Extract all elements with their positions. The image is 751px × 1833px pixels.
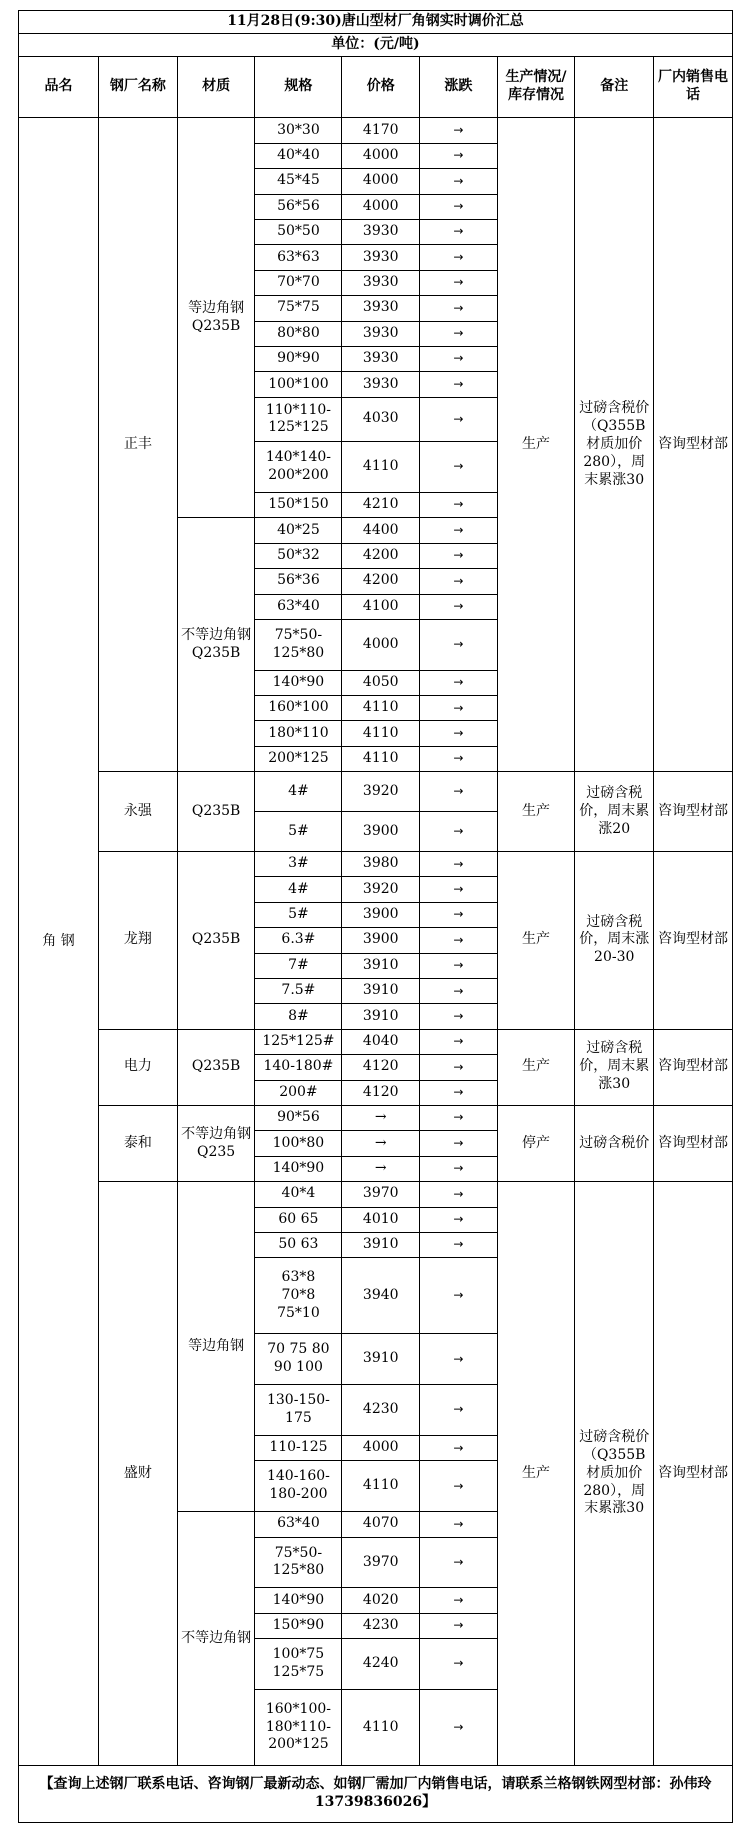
spec: 4# bbox=[255, 877, 342, 902]
price: 4110 bbox=[342, 696, 420, 721]
change-arrow: → bbox=[420, 346, 498, 371]
price: 3940 bbox=[342, 1258, 420, 1334]
note: 过磅含税价（Q355B材质加价280），周末累涨30 bbox=[575, 1182, 654, 1766]
price: 3930 bbox=[342, 321, 420, 346]
change-arrow: → bbox=[420, 1105, 498, 1130]
change-arrow: → bbox=[420, 1207, 498, 1232]
spec: 140*90 bbox=[255, 670, 342, 695]
change-arrow: → bbox=[420, 543, 498, 568]
price: 4230 bbox=[342, 1613, 420, 1638]
spec: 160*100 bbox=[255, 696, 342, 721]
price: 4000 bbox=[342, 1436, 420, 1461]
price: → bbox=[342, 1105, 420, 1130]
sales-phone: 咨询型材部 bbox=[654, 772, 733, 852]
change-arrow: → bbox=[420, 118, 498, 143]
price: 3970 bbox=[342, 1537, 420, 1588]
price: 3910 bbox=[342, 1232, 420, 1257]
mill-name: 泰和 bbox=[98, 1105, 177, 1181]
price: → bbox=[342, 1131, 420, 1156]
change-arrow: → bbox=[420, 1639, 498, 1690]
table-row bbox=[19, 1182, 733, 1207]
price: 4040 bbox=[342, 1029, 420, 1054]
spec: 75*50-125*80 bbox=[255, 1537, 342, 1588]
change-arrow: → bbox=[420, 928, 498, 953]
price: 3900 bbox=[342, 902, 420, 927]
spec: 160*100-180*110-200*125 bbox=[255, 1689, 342, 1765]
spec: 50 63 bbox=[255, 1232, 342, 1257]
price: 3900 bbox=[342, 812, 420, 852]
spec: 110-125 bbox=[255, 1436, 342, 1461]
spec: 63*40 bbox=[255, 1512, 342, 1537]
change-arrow: → bbox=[420, 877, 498, 902]
unit-label: 单位：(元/吨) bbox=[19, 33, 733, 56]
change-arrow: → bbox=[420, 696, 498, 721]
price: 3930 bbox=[342, 296, 420, 321]
table-row bbox=[19, 1105, 733, 1130]
spec: 100*100 bbox=[255, 372, 342, 397]
change-arrow: → bbox=[420, 670, 498, 695]
change-arrow: → bbox=[420, 1436, 498, 1461]
spec: 200*125 bbox=[255, 746, 342, 771]
spec: 140-160-180-200 bbox=[255, 1461, 342, 1512]
price: 3930 bbox=[342, 372, 420, 397]
price: 3930 bbox=[342, 219, 420, 244]
material: 不等边角钢Q235 bbox=[177, 1105, 255, 1181]
spec: 100*75 125*75 bbox=[255, 1639, 342, 1690]
change-arrow: → bbox=[420, 1385, 498, 1436]
spec: 4# bbox=[255, 772, 342, 812]
table-row bbox=[19, 1029, 733, 1054]
change-arrow: → bbox=[420, 245, 498, 270]
production-status: 生产 bbox=[497, 1029, 575, 1105]
change-arrow: → bbox=[420, 372, 498, 397]
change-arrow: → bbox=[420, 721, 498, 746]
change-arrow: → bbox=[420, 1055, 498, 1080]
change-arrow: → bbox=[420, 1182, 498, 1207]
change-arrow: → bbox=[420, 619, 498, 670]
change-arrow: → bbox=[420, 1512, 498, 1537]
price: 3910 bbox=[342, 978, 420, 1003]
price: 4000 bbox=[342, 619, 420, 670]
price: 4110 bbox=[342, 1689, 420, 1765]
spec: 125*125# bbox=[255, 1029, 342, 1054]
spec: 200# bbox=[255, 1080, 342, 1105]
change-arrow: → bbox=[420, 772, 498, 812]
table-row bbox=[19, 852, 733, 877]
header-phone: 厂内销售电话 bbox=[654, 56, 733, 118]
price: 3900 bbox=[342, 928, 420, 953]
price-table bbox=[18, 10, 733, 1823]
price: → bbox=[342, 1156, 420, 1181]
header-price: 价格 bbox=[342, 56, 420, 118]
spec: 7.5# bbox=[255, 978, 342, 1003]
table-row bbox=[19, 1766, 733, 1823]
price: 3910 bbox=[342, 1334, 420, 1385]
price: 4110 bbox=[342, 442, 420, 493]
material: Q235B bbox=[177, 852, 255, 1030]
change-arrow: → bbox=[420, 1029, 498, 1054]
spec: 50*32 bbox=[255, 543, 342, 568]
material: 不等边角钢Q235B bbox=[177, 518, 255, 772]
change-arrow: → bbox=[420, 321, 498, 346]
change-arrow: → bbox=[420, 143, 498, 168]
price: 4000 bbox=[342, 169, 420, 194]
change-arrow: → bbox=[420, 1131, 498, 1156]
spec: 90*56 bbox=[255, 1105, 342, 1130]
mill-name: 盛财 bbox=[98, 1182, 177, 1766]
spec: 40*25 bbox=[255, 518, 342, 543]
spec: 40*4 bbox=[255, 1182, 342, 1207]
mill-name: 正丰 bbox=[98, 118, 177, 772]
change-arrow: → bbox=[420, 1461, 498, 1512]
spec: 140*140-200*200 bbox=[255, 442, 342, 493]
spec: 5# bbox=[255, 812, 342, 852]
price: 3920 bbox=[342, 772, 420, 812]
change-arrow: → bbox=[420, 1004, 498, 1029]
spec: 56*36 bbox=[255, 569, 342, 594]
price: 4000 bbox=[342, 194, 420, 219]
price: 3910 bbox=[342, 1004, 420, 1029]
price: 4230 bbox=[342, 1385, 420, 1436]
change-arrow: → bbox=[420, 953, 498, 978]
production-status: 停产 bbox=[497, 1105, 575, 1181]
sales-phone: 咨询型材部 bbox=[654, 1029, 733, 1105]
price: 4170 bbox=[342, 118, 420, 143]
spec: 75*50-125*80 bbox=[255, 619, 342, 670]
table-body bbox=[19, 11, 733, 1823]
spec: 130-150-175 bbox=[255, 1385, 342, 1436]
change-arrow: → bbox=[420, 219, 498, 244]
price: 4030 bbox=[342, 397, 420, 442]
price: 4100 bbox=[342, 594, 420, 619]
material: Q235B bbox=[177, 772, 255, 852]
spec: 6.3# bbox=[255, 928, 342, 953]
note: 过磅含税价 bbox=[575, 1105, 654, 1181]
change-arrow: → bbox=[420, 1537, 498, 1588]
spec: 40*40 bbox=[255, 143, 342, 168]
change-arrow: → bbox=[420, 902, 498, 927]
change-arrow: → bbox=[420, 1613, 498, 1638]
spec: 150*90 bbox=[255, 1613, 342, 1638]
change-arrow: → bbox=[420, 1588, 498, 1613]
spec: 150*150 bbox=[255, 492, 342, 517]
production-status: 生产 bbox=[497, 852, 575, 1030]
mill-name: 电力 bbox=[98, 1029, 177, 1105]
header-change: 涨跌 bbox=[420, 56, 498, 118]
price: 4120 bbox=[342, 1055, 420, 1080]
price: 4020 bbox=[342, 1588, 420, 1613]
mill-name: 龙翔 bbox=[98, 852, 177, 1030]
price: 4110 bbox=[342, 721, 420, 746]
change-arrow: → bbox=[420, 594, 498, 619]
sales-phone: 咨询型材部 bbox=[654, 1182, 733, 1766]
change-arrow: → bbox=[420, 518, 498, 543]
change-arrow: → bbox=[420, 296, 498, 321]
spec: 75*75 bbox=[255, 296, 342, 321]
table-title: 11月28日(9:30)唐山型材厂角钢实时调价汇总 bbox=[19, 11, 733, 34]
spec: 70 75 80 90 100 bbox=[255, 1334, 342, 1385]
table-row bbox=[19, 56, 733, 118]
price: 3910 bbox=[342, 953, 420, 978]
table-row bbox=[19, 11, 733, 34]
spec: 7# bbox=[255, 953, 342, 978]
price: 3920 bbox=[342, 877, 420, 902]
spec: 30*30 bbox=[255, 118, 342, 143]
table-row bbox=[19, 772, 733, 812]
material: Q235B bbox=[177, 1029, 255, 1105]
change-arrow: → bbox=[420, 270, 498, 295]
price: 4240 bbox=[342, 1639, 420, 1690]
change-arrow: → bbox=[420, 1689, 498, 1765]
change-arrow: → bbox=[420, 1156, 498, 1181]
spec: 56*56 bbox=[255, 194, 342, 219]
price: 4110 bbox=[342, 1461, 420, 1512]
spec: 45*45 bbox=[255, 169, 342, 194]
spec: 80*80 bbox=[255, 321, 342, 346]
spec: 3# bbox=[255, 852, 342, 877]
change-arrow: → bbox=[420, 1080, 498, 1105]
table-row bbox=[19, 33, 733, 56]
change-arrow: → bbox=[420, 569, 498, 594]
price: 3930 bbox=[342, 245, 420, 270]
spec: 70*70 bbox=[255, 270, 342, 295]
spec: 8# bbox=[255, 1004, 342, 1029]
price: 3930 bbox=[342, 346, 420, 371]
change-arrow: → bbox=[420, 442, 498, 493]
price: 4210 bbox=[342, 492, 420, 517]
price: 4200 bbox=[342, 569, 420, 594]
material: 等边角钢Q235B bbox=[177, 118, 255, 518]
change-arrow: → bbox=[420, 169, 498, 194]
spec: 110*110-125*125 bbox=[255, 397, 342, 442]
change-arrow: → bbox=[420, 1258, 498, 1334]
header-product: 品名 bbox=[19, 56, 99, 118]
spec: 63*40 bbox=[255, 594, 342, 619]
price: 4200 bbox=[342, 543, 420, 568]
header-material: 材质 bbox=[177, 56, 255, 118]
header-status: 生产情况/库存情况 bbox=[497, 56, 575, 118]
note: 过磅含税价（Q355B材质加价280），周末累涨30 bbox=[575, 118, 654, 772]
price: 3930 bbox=[342, 270, 420, 295]
price: 3980 bbox=[342, 852, 420, 877]
price: 4110 bbox=[342, 746, 420, 771]
note: 过磅含税价，周末涨20-30 bbox=[575, 852, 654, 1030]
price: 4400 bbox=[342, 518, 420, 543]
sales-phone: 咨询型材部 bbox=[654, 118, 733, 772]
sales-phone: 咨询型材部 bbox=[654, 852, 733, 1030]
price: 4010 bbox=[342, 1207, 420, 1232]
spec: 60 65 bbox=[255, 1207, 342, 1232]
spec: 50*50 bbox=[255, 219, 342, 244]
mill-name: 永强 bbox=[98, 772, 177, 852]
change-arrow: → bbox=[420, 746, 498, 771]
change-arrow: → bbox=[420, 852, 498, 877]
header-note: 备注 bbox=[575, 56, 654, 118]
price: 4050 bbox=[342, 670, 420, 695]
change-arrow: → bbox=[420, 397, 498, 442]
change-arrow: → bbox=[420, 1232, 498, 1257]
price: 4120 bbox=[342, 1080, 420, 1105]
production-status: 生产 bbox=[497, 1182, 575, 1766]
sales-phone: 咨询型材部 bbox=[654, 1105, 733, 1181]
header-spec: 规格 bbox=[255, 56, 342, 118]
spec: 90*90 bbox=[255, 346, 342, 371]
spec: 140*90 bbox=[255, 1588, 342, 1613]
production-status: 生产 bbox=[497, 118, 575, 772]
header-mill: 钢厂名称 bbox=[98, 56, 177, 118]
note: 过磅含税价，周末累涨30 bbox=[575, 1029, 654, 1105]
change-arrow: → bbox=[420, 1334, 498, 1385]
material: 不等边角钢 bbox=[177, 1512, 255, 1766]
table-row bbox=[19, 118, 733, 143]
product-name: 角 钢 bbox=[19, 118, 99, 1766]
change-arrow: → bbox=[420, 492, 498, 517]
spec: 63*8 70*8 75*10 bbox=[255, 1258, 342, 1334]
price: 4000 bbox=[342, 143, 420, 168]
change-arrow: → bbox=[420, 812, 498, 852]
spec: 180*110 bbox=[255, 721, 342, 746]
footer-contact: 【查询上述钢厂联系电话、咨询钢厂最新动态、如钢厂需加厂内销售电话，请联系兰格钢铁网型材部：孙伟玲13739836026】 bbox=[19, 1766, 733, 1823]
spec: 5# bbox=[255, 902, 342, 927]
spec: 100*80 bbox=[255, 1131, 342, 1156]
change-arrow: → bbox=[420, 978, 498, 1003]
spec: 140*90 bbox=[255, 1156, 342, 1181]
material: 等边角钢 bbox=[177, 1182, 255, 1512]
price: 3970 bbox=[342, 1182, 420, 1207]
spec: 140-180# bbox=[255, 1055, 342, 1080]
production-status: 生产 bbox=[497, 772, 575, 852]
change-arrow: → bbox=[420, 194, 498, 219]
price: 4070 bbox=[342, 1512, 420, 1537]
note: 过磅含税价，周末累涨20 bbox=[575, 772, 654, 852]
spec: 63*63 bbox=[255, 245, 342, 270]
